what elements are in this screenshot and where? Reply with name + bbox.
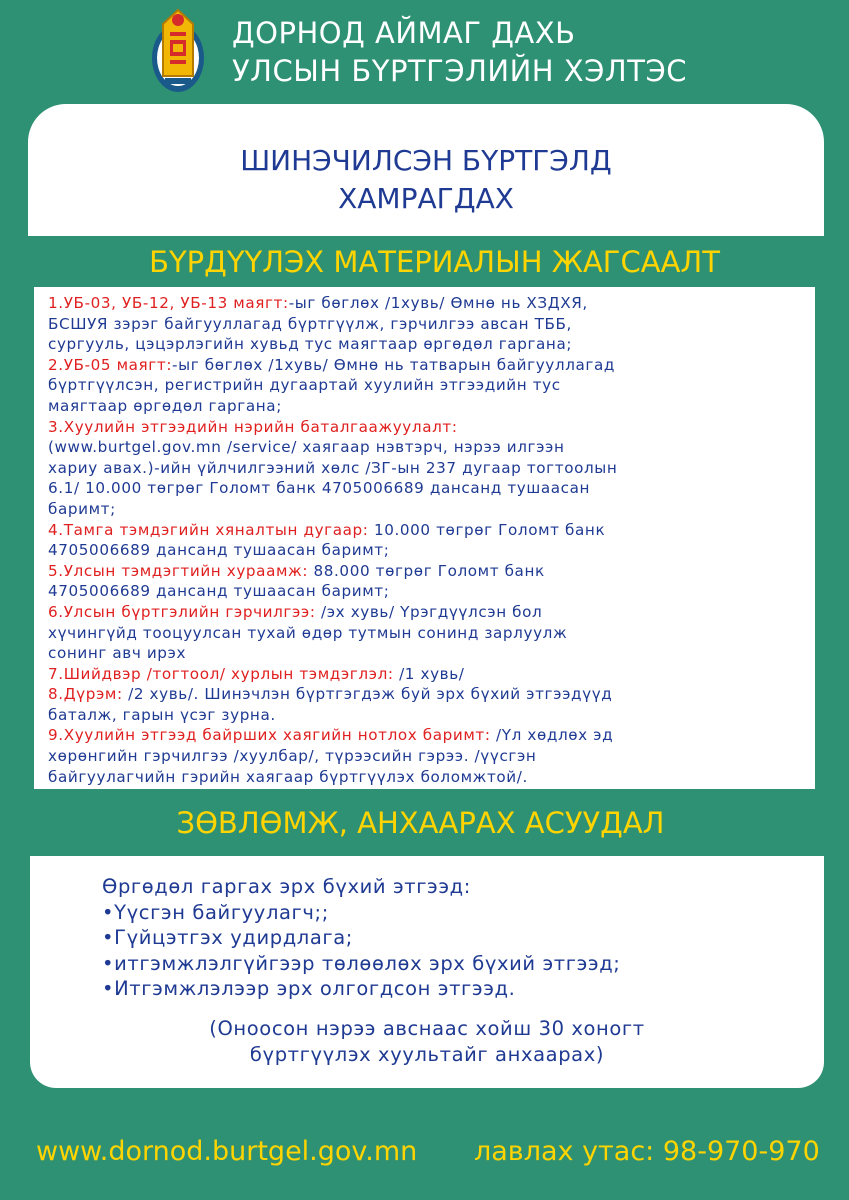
item-label: 4.Тамга тэмдэгийн хяналтын дугаар: bbox=[48, 520, 369, 539]
item-text: сонинг авч ирэх bbox=[48, 644, 187, 663]
advice-bullet: •итгэмжлэлгүйгээр төлөөлөх эрх бүхий этгээд; bbox=[102, 951, 621, 975]
deadline-note-line2: бүртгүүлэх хуультайг анхаарах) bbox=[249, 1042, 605, 1066]
deadline-note-line1: (Оноосон нэрээ авснаас хойш 30 хоногт bbox=[209, 1017, 645, 1040]
item-text: бүртгүүлсэн, регистрийн дугаартай хуулийн этгээдийн тус bbox=[48, 376, 561, 395]
materials-list-line bbox=[48, 396, 808, 417]
advice-bullet: •Итгэмжлэлээр эрх олгогдсон этгээд. bbox=[102, 977, 516, 1001]
advice-list bbox=[102, 874, 620, 1002]
materials-list-line bbox=[48, 746, 808, 767]
organization-name-line2: УЛСЫН БҮРТГЭЛИЙН ХЭЛТЭС bbox=[232, 54, 687, 88]
materials-list-line bbox=[48, 725, 808, 746]
item-text: 4705006689 дансанд тушаасан баримт; bbox=[48, 582, 390, 601]
phone-info: лавлах утас: 98-970-970 bbox=[474, 1136, 820, 1167]
item-text: хөрөнгийн гэрчилгээ /хуулбар/, түрээсийн гэрээ. /үүсгэн bbox=[48, 747, 537, 766]
item-text: хариу авах.)-ийн үйлчилгээний хөлс /ЗГ-ын 237 дугаар тогтоолын bbox=[48, 458, 618, 477]
materials-list-line bbox=[48, 417, 808, 438]
materials-list-line bbox=[48, 684, 808, 705]
item-text: 88.000 төгрөг Голомт банк bbox=[308, 561, 545, 580]
item-text: баталж, гарын үсэг зурна. bbox=[48, 705, 276, 724]
materials-list-line bbox=[48, 478, 808, 499]
materials-list bbox=[48, 293, 808, 787]
materials-list-line bbox=[48, 314, 808, 335]
advice-panel bbox=[30, 856, 824, 1088]
item-text: (www.burtgel.gov.mn /service/ хаягаар нэвтэрч, нэрээ илгээн bbox=[48, 438, 565, 457]
item-label: 8.Дүрэм: bbox=[48, 685, 123, 704]
item-text: 6.1/ 10.000 төгрөг Голомт банк 4705006689 дансанд тушаасан bbox=[48, 479, 591, 498]
item-text: /2 хувь/. Шинэчлэн бүртгэгдэж буй эрх бүхий этгээдүүд bbox=[122, 685, 613, 704]
materials-list-line bbox=[48, 664, 808, 685]
item-text: 10.000 төгрөг Голомт банк bbox=[368, 520, 606, 539]
registry-emblem-logo bbox=[143, 6, 213, 96]
advice-heading: ЗӨВЛӨМЖ, АНХААРАХ АСУУДАЛ bbox=[176, 806, 665, 840]
website-link[interactable]: www.dornod.burtgel.gov.mn bbox=[36, 1136, 418, 1167]
advice-intro: Өргөдөл гаргах эрх бүхий этгээд: bbox=[102, 875, 471, 898]
page-title-line2: ХАМРАГДАХ bbox=[338, 182, 514, 215]
item-label: 7.Шийдвэр /тогтоол/ хурлын тэмдэглэл: bbox=[48, 664, 394, 683]
materials-list-line bbox=[48, 623, 808, 644]
item-text: сургууль, цэцэрлэгийн хувьд тус маягтаар өргөдөл гаргана; bbox=[48, 335, 573, 354]
item-text: байгуулагчийн гэрийн хаягаар бүртгүүлэх боломжтой/. bbox=[48, 767, 528, 786]
materials-heading: БҮРДҮҮЛЭХ МАТЕРИАЛЫН ЖАГСААЛТ bbox=[149, 245, 720, 279]
item-text: -ыг бөглөх /1хувь/ Өмнө нь татварын байгууллагад bbox=[172, 355, 616, 374]
materials-list-line bbox=[48, 355, 808, 376]
materials-list-line bbox=[48, 540, 808, 561]
item-label: 5.Улсын тэмдэгтийн хураамж: bbox=[48, 561, 309, 580]
materials-list-line bbox=[48, 293, 808, 314]
item-text: /эх хувь/ Үрэгдүүлсэн бол bbox=[315, 602, 543, 621]
materials-list-line bbox=[48, 602, 808, 623]
item-text: -ыг бөглөх /1хувь/ Өмнө нь ХЗДХЯ, bbox=[288, 294, 588, 312]
title-panel bbox=[28, 104, 824, 236]
materials-list-line bbox=[48, 520, 808, 541]
materials-list-line bbox=[48, 334, 808, 355]
item-label: 3.Хуулийн этгээдийн нэрийн баталгаажуулалт: bbox=[48, 417, 458, 436]
materials-list-panel bbox=[34, 287, 815, 789]
page-title bbox=[28, 142, 824, 218]
advice-bullet: •Үүсгэн байгуулагч;; bbox=[102, 900, 329, 924]
organization-name-line1: ДОРНОД АЙМАГ ДАХЬ bbox=[232, 16, 576, 50]
item-label: 1.УБ-03, УБ-12, УБ-13 маягт: bbox=[48, 294, 289, 312]
item-text: 4705006689 дансанд тушаасан баримт; bbox=[48, 541, 390, 560]
item-text: /Үл хөдлөх эд bbox=[490, 726, 614, 745]
page-title-line1: ШИНЭЧИЛСЭН БҮРТГЭЛД bbox=[240, 144, 612, 177]
materials-list-line bbox=[48, 499, 808, 520]
advice-bullet: •Гүйцэтгэх удирдлага; bbox=[102, 926, 353, 950]
item-label: 9.Хуулийн этгээд байрших хаягийн нотлох баримт: bbox=[48, 726, 491, 745]
materials-list-line bbox=[48, 437, 808, 458]
item-text: /1 хувь/ bbox=[393, 664, 465, 683]
materials-list-line bbox=[48, 458, 808, 479]
item-text: маягтаар өргөдөл гаргана; bbox=[48, 396, 282, 415]
organization-name bbox=[232, 14, 687, 90]
materials-list-line bbox=[48, 375, 808, 396]
materials-list-line bbox=[48, 767, 808, 788]
materials-list-line bbox=[48, 705, 808, 726]
materials-list-line bbox=[48, 643, 808, 664]
item-label: 2.УБ-05 маягт: bbox=[48, 355, 173, 374]
item-label: 6.Улсын бүртгэлийн гэрчилгээ: bbox=[48, 602, 316, 621]
materials-list-line bbox=[48, 561, 808, 582]
materials-list-line bbox=[48, 581, 808, 602]
item-text: БСШУЯ зэрэг байгууллагад бүртгүүлж, гэрчилгээ авсан ТББ, bbox=[48, 314, 572, 333]
item-text: хүчингүйд тооцуулсан тухай өдөр тутмын сонинд зарлуулж bbox=[48, 623, 568, 642]
item-text: баримт; bbox=[48, 499, 116, 518]
deadline-note bbox=[30, 1016, 824, 1067]
